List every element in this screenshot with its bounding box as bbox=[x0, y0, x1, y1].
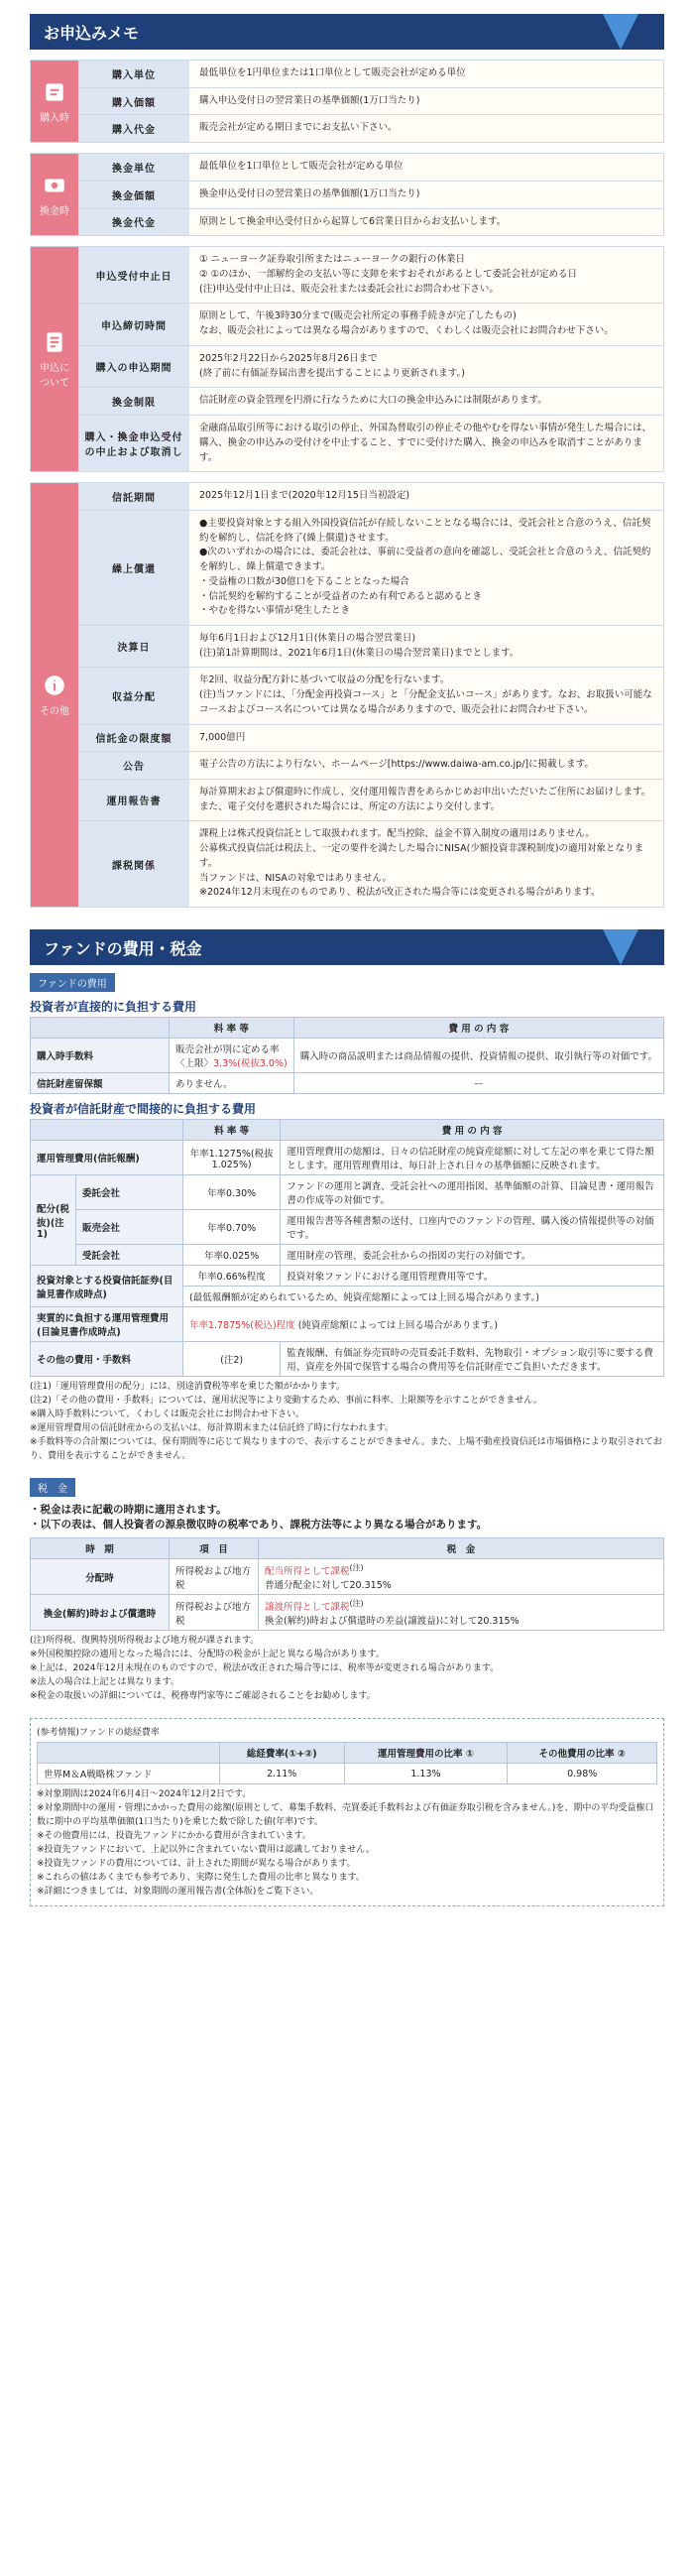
other-row: 課税関係 課税上は株式投資信託として取扱われます。配当控除、益金不算入制度の適用はありません。 公募株式投資信託は税法上、一定の要件を満たした場合にNISA(少額投資非課税制度)の適用対象となります。 当ファンドは、NISAの対象ではありません。 ※2024年12月末現在のものであり、税法が改正された場合等には変更される場合があります。 bbox=[78, 821, 663, 907]
other-row: 公告 電子公告の方法により行ない、ホームページ[https://www.daiwa-am.co.jp/]に掲載します。 bbox=[78, 752, 663, 780]
apply-group bbox=[30, 246, 664, 472]
direct-fees-table: 料 率 等 費 用 の 内 容 購入時手数料 販売会社が別に定める率 〈上限〉3.3%(税抜3.0%) 購入時の商品説明または商品情報の提供、投資情報の提供、取引執行等の対価です。 信託財産留保額 ありません。 ー bbox=[30, 1017, 664, 1094]
other-row: 繰上償還 ●主要投資対象とする組入外国投資信託が存続しないこととなる場合には、受託会社と合意のうえ、信託契約を解約し、信託を終了(繰上償還)させます。 ●次のいずれかの場合には、委託会社は、事前に受益者の意向を確認し、受託会社と合意のうえ、信託契約を解約し、繰上償還できます。 ・受益権の口数が30億口を下ることとなった場合 ・信託契約を解約することが受益者のため有利であると認めるとき ・やむを得ない事情が発生したとき bbox=[78, 511, 663, 626]
redeem-row: 換金代金 原則として換金申込受付日から起算して6営業日目からお支払いします。 bbox=[78, 209, 663, 236]
purchase-row: 購入単位 最低単位を1円単位または1口単位として販売会社が定める単位 bbox=[78, 61, 663, 88]
expense-ratio-table: 総経費率(①+②) 運用管理費用の比率 ① その他費用の比率 ② 世界M＆A戦略株ファンド 2.11% 1.13% 0.98% bbox=[37, 1742, 657, 1784]
tax-bullets: ・税金は表に記載の時期に適用されます。 ・以下の表は、個人投資者の源泉徴収時の税率であり、課税方法等により異なる場合があります。 bbox=[30, 1503, 488, 1532]
other-group bbox=[30, 482, 664, 908]
tax-table: 時 期 項 目 税 金 分配時 所得税および地方税 配当所得として課税$^{(注)}$ 普通分配金に対して20.315% 換金(解約)時および償還時 所得税および地方税 譲渡所得として課税$^{(注)}$ 換金(解約)時および償還時の差益(譲渡益)に対して20.315% bbox=[30, 1537, 664, 1631]
apply-row: 購入・換金申込受付の中止および取消し 金融商品取引所等における取引の停止、外国為替取引の停止その他やむを得ない事情が発生した場合には、購入、換金の申込みの受付けを中止すること、すでに受付けた購入、換金の申込みを取消すことがあります。 bbox=[78, 416, 663, 471]
apply-row: 換金制限 信託財産の資金管理を円滑に行なうために大口の換金申込みには制限があります。 bbox=[78, 388, 663, 416]
other-row: 決算日 毎年6月1日および12月1日(休業日の場合翌営業日) (注)第1計算期間は、2021年6月1日(休業日の場合翌営業日)までとします。 bbox=[78, 626, 663, 668]
other-row: 信託期間 2025年12月1日まで(2020年12月15日当初設定) bbox=[78, 483, 663, 511]
purchase-row: 購入代金 販売会社が定める期日までにお支払い下さい。 bbox=[78, 115, 663, 142]
indirect-fees-table: 料 率 等 費 用 の 内 容 運用管理費用(信託報酬) 年率1.1275%(税抜1.025%) 運用管理費用の総額は、日々の信託財産の純資産総額に対して左記の率を乗じて得た額とします。運用管理費用は、毎日計上され日々の基準価額に反映されます。 配分(税抜)(注1) 委託会社 年率0.30% ファンドの運用と調査、受託会社への運用指図、基準価額の計算、目論見書・運用報告書の作成等の対価です。 販売会社 年率0.70% 運用報告書等各種書類の送付、口座内でのファンドの管理、購入後の情報提供等の対価です。 受託会社 年率0.025% 運用財産の管理、委託会社からの指図の実行の対価です。 投資対象とする投資信託証券(目論見書作成時点) 年率0.66%程度 投資対象ファンドにおける運用管理費用等です。 (最低報酬額が定められているため、純資産総額によっては上回る場合があります。) 実質的に負担する運用管理費用(目論見書作成時点) 年率1.7875%(税込)程度 (純資産総額によっては上回る場合があります。) その他の費用・手数料 (注2) 監査報酬、有価証券売買時の売買委託手数料、先物取引・オプション取引等に要する費用、資産を外国で保管する場合の費用等を信託財産でご負担いただきます。 bbox=[30, 1119, 664, 1377]
other-row: 運用報告書 毎計算期末および償還時に作成し、交付運用報告書をあらかじめお申出いただいたご住所にお届けします。 また、電子交付を選択された場合には、所定の方法により交付します。 bbox=[78, 780, 663, 821]
fees-header: ファンドの費用・税金 bbox=[30, 929, 664, 965]
redeem-row: 換金価額 換金申込受付日の翌営業日の基準価額(1万口当たり) bbox=[78, 182, 663, 209]
other-row: 信託金の限度額 7,000億円 bbox=[78, 725, 663, 753]
purchase-row: 購入価額 購入申込受付日の翌営業日の基準価額(1万口当たり) bbox=[78, 88, 663, 116]
apply-row: 申込受付中止日 ① ニューヨーク証券取引所またはニューヨークの銀行の休業日 ② ①のほか、一部解約金の支払い等に支障を来すおそれがあるとして委託会社が定める日 (注)申込受付中止日は、販売会社または委託会社にお問合わせ下さい。 bbox=[78, 247, 663, 304]
info-icon bbox=[42, 673, 67, 698]
cash-icon bbox=[42, 173, 67, 198]
other-row: 収益分配 年2回、収益分配方針に基づいて収益の分配を行ないます。 (注)当ファンドには、「分配金再投資コース」と「分配金支払いコース」があります。なお、お取扱い可能なコースおよびコース名については異なる場合がありますので、販売会社にお問合わせ下さい。 bbox=[78, 668, 663, 724]
apply-icon-panel: 申込に ついて bbox=[31, 247, 78, 471]
apply-row: 購入の申込期間 2025年2月22日から2025年8月26日まで (終了前に有価証券届出書を提出することにより更新されます。) bbox=[78, 346, 663, 388]
expense-ratio-box: (参考情報)ファンドの総経費率 総経費率(①+②) 運用管理費用の比率 ① その他費用の比率 ② 世界M＆A戦略株ファンド 2.11% 1.13% 0.98% ※対象期間は2024年6月4日〜2024年12月2日です。 ※対象期間中の運用・管理にかかった費用の総額(原則として、募集手数料、売買委託手数料および有価証券取引税を含みません。)を、期中の平均受益権口数に期中の平均基準価額(1口当たり)を乗じた数で除した値(年率)です。 ※その他費用には、投資先ファンドにかかる費用が含まれています。 ※投資先ファンドにおいて、上記以外に含まれていない費用は認識しておりません。 ※投資先ファンドの費用については、計上された期間が異なる場合があります。 ※これらの値はあくまでも参考であり、実際に発生した費用の比率と異なります。 ※詳細につきましては、対象期間の運用報告書(全体版)をご覧下さい。 bbox=[30, 1718, 664, 1906]
redeem-row: 換金単位 最低単位を1口単位として販売会社が定める単位 bbox=[78, 154, 663, 182]
apply-row: 申込締切時間 原則として、午後3時30分まで(販売会社所定の事務手続きが完了したもの) なお、販売会社によっては異なる場合がありますので、くわしくは販売会社にお問合わせ下さい。 bbox=[78, 304, 663, 345]
indirect-fees-title: 投資者が信託財産で間接的に負担する費用 bbox=[30, 1102, 257, 1117]
redeem-icon-panel: 換金時 bbox=[31, 154, 78, 235]
redeem-group bbox=[30, 153, 664, 236]
document-icon bbox=[42, 329, 67, 355]
direct-fees-title: 投資者が直接的に負担する費用 bbox=[30, 1000, 197, 1015]
fees-notes: (注1)「運用管理費用の配分」には、別途消費税等率を乗じた額がかかります。 (注2)「その他の費用・手数料」については、運用状況等により変動するため、事前に料率、上限額等を示すことができません。 ※購入時手数料について、くわしくは販売会社にお問合わせ下さい。 ※運用管理費用の信託財産からの支払いは、毎計算期末または信託終了時に行なわれます。 ※手数料等の合計額については、保有期間等に応じて異なりますので、表示することができません。また、上場不動産投資信託は市場価格により取引されており、費用を表示することができません。 bbox=[30, 1382, 662, 1461]
fees-tag: ファンドの費用 bbox=[30, 973, 115, 992]
purchase-icon-panel: 購入時 bbox=[31, 61, 78, 142]
memo-header: お申込みメモ bbox=[30, 14, 664, 50]
other-icon-panel: その他 bbox=[31, 483, 78, 907]
tax-tag: 税 金 bbox=[30, 1478, 75, 1497]
cart-icon bbox=[42, 79, 67, 105]
purchase-group bbox=[30, 60, 664, 143]
tax-notes: (注)所得税、復興特別所得税および地方税が課されます。 ※外国税額控除の適用となった場合には、分配時の税金が上記と異なる場合があります。 ※上記は、2024年12月末現在のものですので、税法が改正された場合等には、税率等が変更される場合があります。 ※法人の場合は上記とは異なります。 ※税金の取扱いの詳細については、税務専門家等にご確認されることをお勧めします。 bbox=[30, 1636, 500, 1702]
